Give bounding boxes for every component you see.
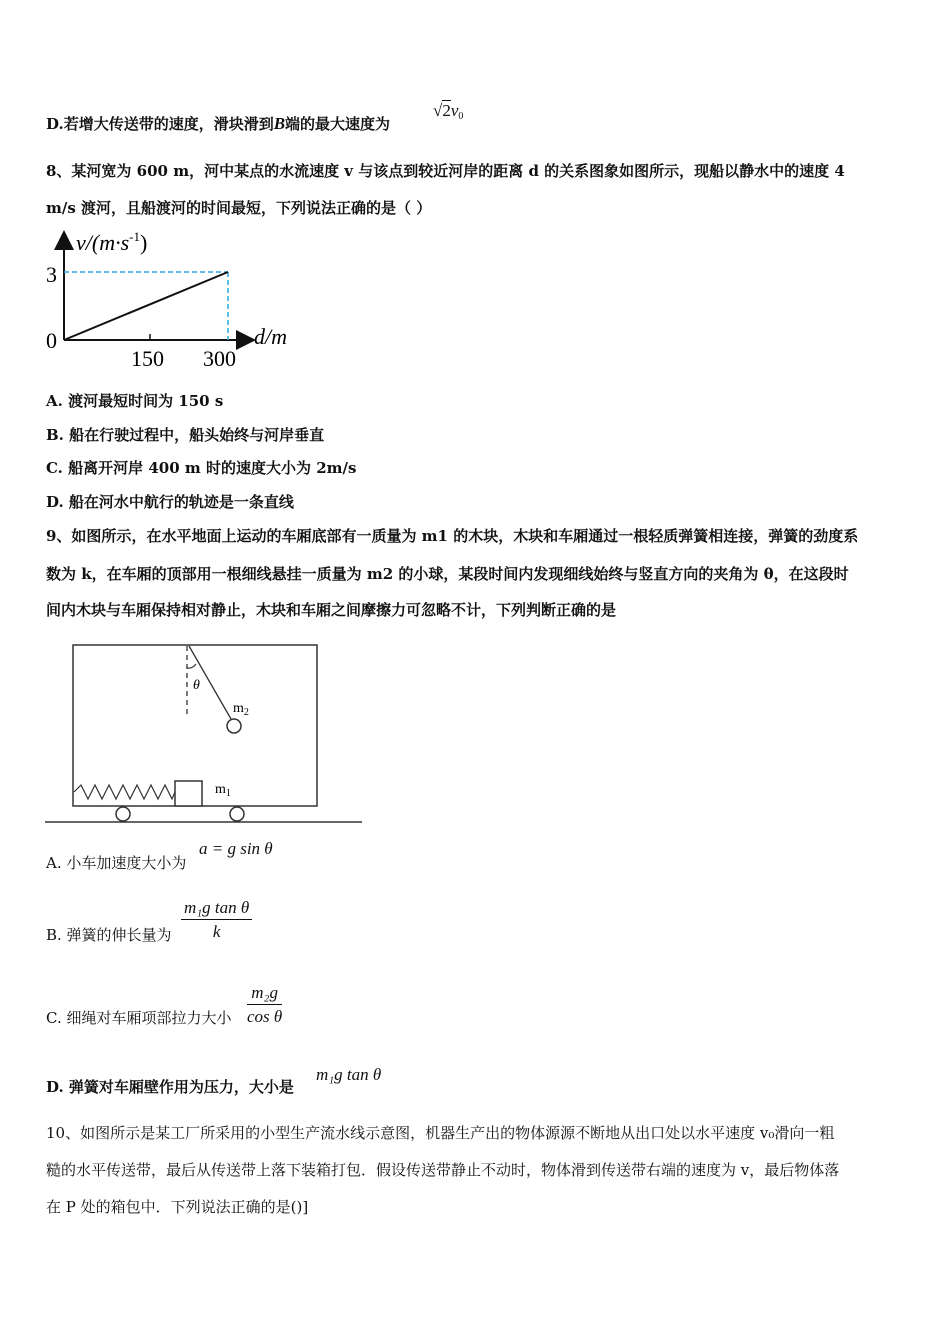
q8-data-line	[64, 272, 228, 340]
q9-stem-line3: 间内木块与车厢保持相对静止，木块和车厢之间摩擦力可忽略不计，下列判断正确的是	[46, 601, 617, 619]
q9-option-c-numerator: m₂g	[247, 983, 282, 1005]
q9-option-c-denominator: cos θ	[247, 1007, 283, 1026]
q9-option-b-fraction	[181, 898, 252, 942]
q7-sqrt-radicand: 2	[442, 101, 451, 120]
q9-m1-label: $m_1$	[215, 782, 231, 799]
q7-option-d	[46, 114, 390, 134]
q9-option-a	[46, 853, 186, 873]
q8-y-tick-3: 3	[46, 262, 57, 287]
q9-ball-m2	[227, 719, 241, 733]
q7-option-d-text2: 端的最大速度为	[285, 115, 391, 133]
q7-option-d-text: D.若增大传送带的速度，滑块滑到	[46, 115, 274, 133]
q10-stem-line3: 在 P 处的箱包中．下列说法正确的是()]	[46, 1198, 309, 1216]
q9-block-m1	[175, 781, 202, 806]
q9-left-wheel	[116, 807, 130, 821]
sqrt-icon: √	[433, 101, 443, 120]
q9-option-c-fraction	[247, 983, 282, 1027]
q9-option-a-formula: a = g sin θ	[199, 839, 273, 858]
q7-velocity-symbol: v	[450, 101, 459, 120]
q8-option-a: A. 渡河最短时间为 150 s	[46, 392, 224, 410]
q9-stem-line1: 9、如图所示，在水平地面上运动的车厢底部有一质量为 m1 的木块，木块和车厢通过一根轻质弹簧相连接，弹簧的劲度系	[46, 527, 859, 545]
q8-origin-label: 0	[46, 328, 57, 353]
q9-option-c: C. 细绳对车厢项部拉力大小	[46, 1009, 232, 1027]
q9-option-b-denominator: k	[212, 922, 221, 941]
q9-option-a-text: A. 小车加速度大小为	[46, 854, 187, 872]
q8-velocity-distance-graph	[40, 226, 310, 374]
q8-x-axis-label: d/m	[254, 324, 287, 349]
q9-stem-line2: 数为 k，在车厢的顶部用一根细线悬挂一质量为 m2 的小球，某段时间内发现细线始终与竖直方向的夹角为 θ，在这段时	[46, 565, 849, 583]
q8-stem-line1: 8、某河宽为 600 m，河中某点的水流速度 v 与该点到较近河岸的距离 d 的关系图象如图所示，现船以静水中的速度 4	[46, 162, 845, 180]
q9-option-d-formula: m₁g tan θ	[316, 1065, 382, 1084]
q10-stem-line2: 糙的水平传送带，最后从传送带上落下装箱打包．假设传送带静止不动时，物体滑到传送带右端的速度为 v，最后物体落	[46, 1161, 840, 1179]
q10-stem-line1: 10、如图所示是某工厂所采用的小型生产流水线示意图，机器生产出的物体源源不断地从出口处以水平速度 v₀滑向一粗	[46, 1124, 835, 1142]
q9-option-b: B. 弹簧的伸长量为	[46, 926, 172, 944]
q8-option-b: B. 船在行驶过程中，船头始终与河岸垂直	[46, 426, 325, 444]
q8-option-d: D. 船在河水中航行的轨迹是一条直线	[46, 493, 294, 511]
q8-x-tick-150: 150	[131, 346, 164, 371]
q8-stem-line2: m/s 渡河，且船渡河的时间最短，下列说法正确的是（ ）	[46, 199, 432, 217]
q9-angle-arc	[187, 664, 196, 668]
q9-option-b-numerator: m₁g tan θ	[181, 898, 252, 920]
q9-carriage-figure	[44, 642, 364, 826]
q7-sqrt-formula	[433, 101, 463, 122]
q9-right-wheel	[230, 807, 244, 821]
q9-m2-label: $m_2$	[233, 701, 249, 718]
q7-velocity-subscript: 0	[458, 111, 464, 122]
q8-option-c: C. 船离开河岸 400 m 时的速度大小为 2m/s	[46, 459, 357, 477]
q9-spring	[74, 785, 175, 799]
q7-option-d-var: B	[273, 114, 286, 133]
q8-y-axis-label: $v/(m\cdot s^{-1})$	[76, 229, 148, 255]
q9-theta-label: θ	[193, 678, 200, 693]
q9-option-d: D. 弹簧对车厢壁作用为压力，大小是	[46, 1078, 294, 1096]
q8-x-tick-300: 300	[203, 346, 236, 371]
